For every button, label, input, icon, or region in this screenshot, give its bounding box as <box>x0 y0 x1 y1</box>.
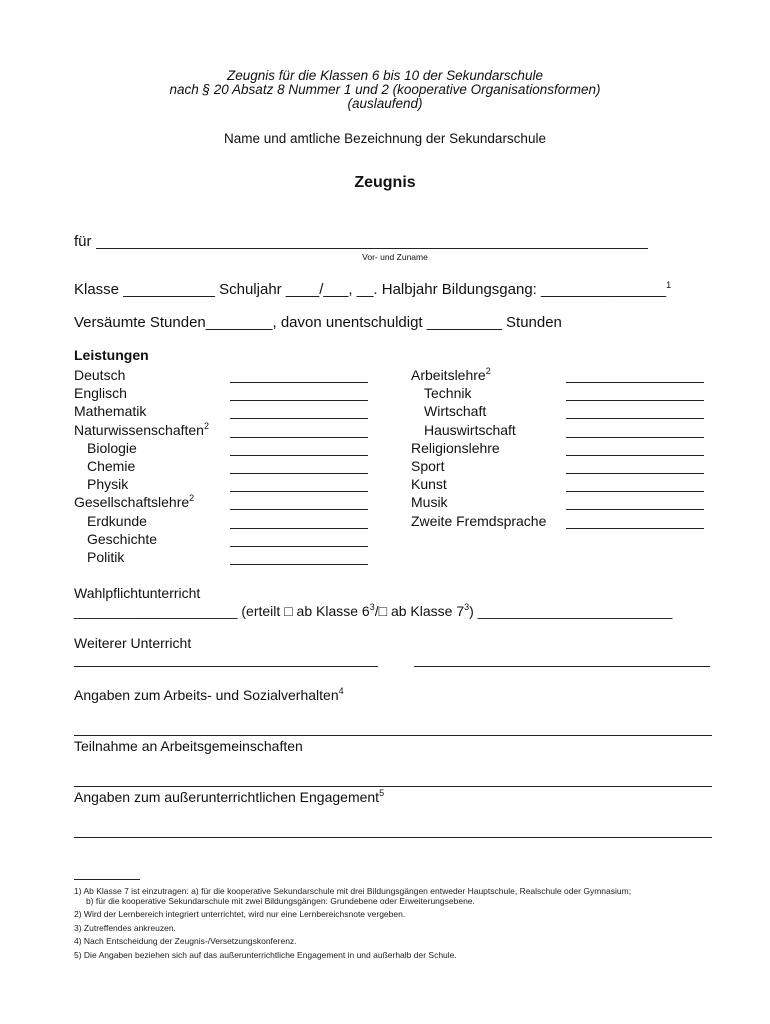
left-subject-label <box>74 403 146 419</box>
wahlpflicht-part-c: ) _________________________ <box>469 603 673 619</box>
name-caption: Vor- und Zuname <box>362 252 428 262</box>
left-subject-text: Erdkunde <box>87 512 147 529</box>
left-subject-text: Gesellschaftslehre <box>74 494 190 511</box>
right-subject-label <box>424 422 516 438</box>
header-line-3: (auslaufend) <box>347 96 423 111</box>
class-line[interactable] <box>74 281 671 298</box>
footnote-1b: b) für die kooperative Sekundarschule mit zwei Bildungsgängen: Grundebene oder Erweiterungsebene. <box>86 896 475 906</box>
wahlpflicht-sup-a: 3 <box>369 602 375 612</box>
left-subject-label <box>87 476 128 492</box>
left-grade-field[interactable] <box>230 400 368 401</box>
left-grade-field[interactable] <box>230 473 368 474</box>
absence-line[interactable]: Versäumte Stunden________, davon unentschuldigt _________ Stunden <box>74 314 562 331</box>
right-subject-text: Musik <box>411 494 448 511</box>
right-grade-field[interactable] <box>566 491 704 492</box>
footnote-1: 1) Ab Klasse 7 ist einzutragen: a) für die kooperative Sekundarschule mit drei Bildungsgängen entweder Hauptschule, Realschule oder Gymnasium; <box>74 886 632 896</box>
right-grade-field[interactable] <box>566 473 704 474</box>
right-subject-text: Arbeitslehre <box>411 367 486 383</box>
left-subject-label <box>87 513 147 529</box>
weiterer-unterricht-label: Weiterer Unterricht <box>74 635 192 651</box>
engagement-sup: 5 <box>379 788 385 798</box>
left-subject-label <box>87 458 135 474</box>
left-subject-label <box>87 440 137 456</box>
right-subject-footnote: 2 <box>485 366 491 376</box>
right-subject-label <box>411 476 447 492</box>
left-grade-field[interactable] <box>230 509 368 510</box>
left-subject-text: Biologie <box>87 439 137 456</box>
right-subject-label <box>411 513 546 529</box>
right-subject-text: Hauswirtschaft <box>424 421 516 438</box>
engagement-field[interactable] <box>74 837 712 838</box>
left-subject-label <box>74 494 194 510</box>
right-grade-field[interactable] <box>566 400 704 401</box>
weiterer-unterricht-field-2[interactable] <box>414 666 710 667</box>
school-name: Name und amtliche Bezeichnung der Sekundarschule <box>224 131 546 146</box>
weiterer-unterricht-field-1[interactable] <box>74 666 378 667</box>
engagement-label <box>74 789 384 805</box>
right-subject-text: Wirtschaft <box>424 403 487 420</box>
right-subject-text: Religionslehre <box>411 439 500 456</box>
right-subject-label <box>411 458 444 474</box>
wahlpflicht-label: Wahlpflichtunterricht <box>74 585 201 601</box>
footnote-4: 4) Nach Entscheidung der Zeugnis-/Versetzungskonferenz. <box>74 936 297 946</box>
left-grade-field[interactable] <box>230 455 368 456</box>
class-line-text: Klasse ___________ Schuljahr ____/___, __. Halbjahr Bildungsgang: _______________ <box>74 281 667 298</box>
arbeitsverhalten-sup: 4 <box>338 686 344 696</box>
right-subject-text: Sport <box>411 458 445 474</box>
right-grade-field[interactable] <box>566 382 704 383</box>
arbeitsverhalten-field[interactable] <box>74 735 712 736</box>
header-line-1: Zeugnis für die Klassen 6 bis 10 der Sekundarschule <box>227 68 543 83</box>
right-subject-text: Technik <box>424 385 472 402</box>
footnote-3: 3) Zutreffendes ankreuzen. <box>74 923 176 933</box>
footnote-2: 2) Wird der Lernbereich integriert unterrichtet, wird nur eine Lernbereichsnote vergeben. <box>74 909 406 919</box>
footnote-separator <box>74 879 140 880</box>
right-subject-label <box>424 403 486 419</box>
right-grade-field[interactable] <box>566 509 704 510</box>
left-grade-field[interactable] <box>230 382 368 383</box>
footnote-5: 5) Die Angaben beziehen sich auf das außerunterrichtliche Engagement in und außerhalb der Schule. <box>74 950 457 960</box>
wahlpflicht-sup-b: 3 <box>464 602 470 612</box>
right-grade-field[interactable] <box>566 455 704 456</box>
left-subject-text: Geschichte <box>87 530 158 547</box>
right-subject-text: Zweite Fremdsprache <box>411 512 547 529</box>
wahlpflicht-line[interactable] <box>74 603 672 619</box>
arbeitsverhalten-label <box>74 687 344 703</box>
right-grade-field[interactable] <box>566 418 704 419</box>
left-subject-text: Mathematik <box>74 403 147 420</box>
left-grade-field[interactable] <box>230 528 368 529</box>
wahlpflicht-part-a: _____________________ (erteilt □ ab Klasse 6 <box>74 603 370 619</box>
left-subject-label <box>87 549 124 565</box>
left-subject-text: Physik <box>87 476 129 493</box>
arbeitsgemeinschaften-label: Teilnahme an Arbeitsgemeinschaften <box>74 738 303 754</box>
fuer-label: für <box>74 233 92 250</box>
left-grade-field[interactable] <box>230 546 368 547</box>
left-subject-label <box>74 367 125 383</box>
left-subject-label <box>74 422 209 438</box>
left-subject-text: Englisch <box>74 385 127 402</box>
right-subject-label <box>411 440 500 456</box>
grades-heading: Leistungen <box>74 347 149 363</box>
engagement-text: Angaben zum außerunterrichtlichen Engagement <box>74 789 380 805</box>
left-grade-field[interactable] <box>230 418 368 419</box>
header-line-2: nach § 20 Absatz 8 Nummer 1 und 2 (kooperative Organisationsformen) <box>169 82 601 97</box>
left-subject-footnote: 2 <box>189 493 195 504</box>
right-subject-label <box>424 385 471 401</box>
left-subject-label <box>87 531 157 547</box>
left-grade-field[interactable] <box>230 564 368 565</box>
right-grade-field[interactable] <box>566 528 704 529</box>
left-grade-field[interactable] <box>230 437 368 438</box>
left-subject-text: Politik <box>87 549 125 565</box>
document-title: Zeugnis <box>354 174 416 191</box>
right-grade-field[interactable] <box>566 437 704 438</box>
arbeitsverhalten-text: Angaben zum Arbeits- und Sozialverhalten <box>74 687 339 703</box>
right-subject-label <box>411 494 448 510</box>
arbeitsgemeinschaften-field[interactable] <box>74 786 712 787</box>
right-subject-text: Kunst <box>411 476 447 493</box>
name-field[interactable] <box>96 248 648 249</box>
class-line-footnote: 1 <box>666 280 672 290</box>
left-subject-text: Deutsch <box>74 367 126 383</box>
left-subject-text: Naturwissenschaften <box>74 421 204 438</box>
left-grade-field[interactable] <box>230 491 368 492</box>
left-subject-footnote: 2 <box>203 420 209 431</box>
left-subject-text: Chemie <box>87 458 136 474</box>
wahlpflicht-part-b: /□ ab Klasse 7 <box>374 603 465 619</box>
left-subject-label <box>74 385 127 401</box>
right-subject-label <box>411 367 491 383</box>
